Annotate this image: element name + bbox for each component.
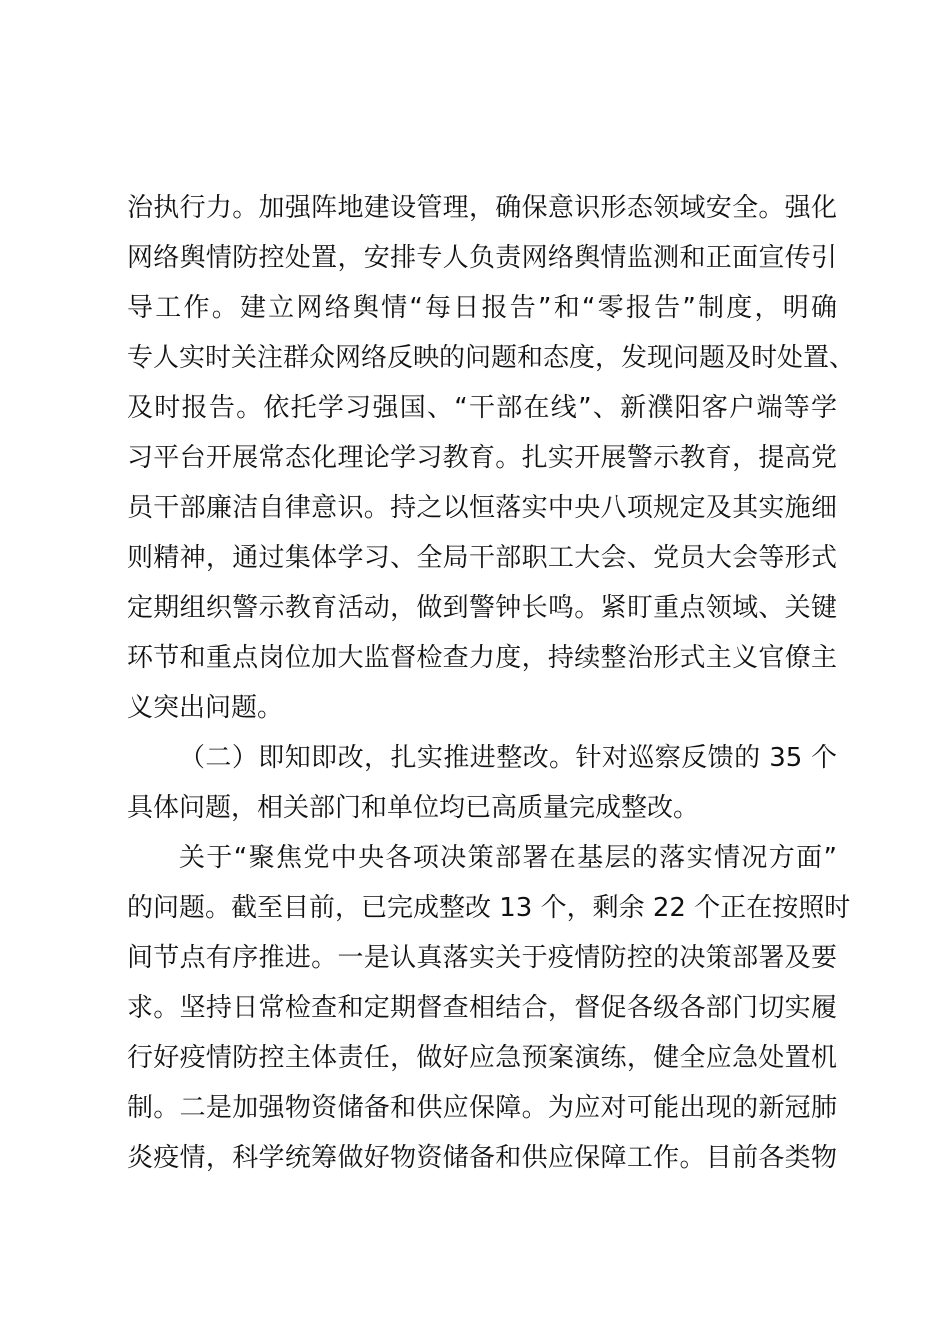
paragraph-3 (127, 833, 851, 1183)
paragraph-2 (127, 733, 837, 833)
paragraph-line: 具体问题，相关部门和单位均已高质量完成整改。 (127, 793, 700, 823)
paragraph-line: 求。坚持日常检查和定期督查相结合，督促各级各部门切实履 (127, 993, 837, 1023)
paragraph-line: 的问题。截至目前，已完成整改 13 个，剩余 22 个正在按照时 (127, 893, 851, 923)
paragraph-line: 治执行力。加强阵地建设管理，确保意识形态领域安全。强化 (127, 193, 837, 223)
paragraph-line: 导工作。建立网络舆情“每日报告”和“零报告”制度，明确 (127, 293, 837, 323)
paragraph-line: 定期组织警示教育活动，做到警钟长鸣。紧盯重点领域、关键 (127, 593, 837, 623)
paragraph-line: 间节点有序推进。一是认真落实关于疫情防控的决策部署及要 (127, 943, 837, 973)
paragraph-line: 义突出问题。 (127, 693, 284, 723)
paragraph-line: 及时报告。依托学习强国、“干部在线”、新濮阳客户端等学 (127, 393, 837, 423)
paragraph-line: 关于“聚焦党中央各项决策部署在基层的落实情况方面” (179, 843, 837, 873)
paragraph-line: 网络舆情防控处置，安排专人负责网络舆情监测和正面宣传引 (127, 243, 837, 273)
section-heading-line: （二）即知即改，扎实推进整改。针对巡察反馈的 35 个 (179, 743, 837, 773)
paragraph-1 (127, 183, 856, 733)
paragraph-line: 员干部廉洁自律意识。持之以恒落实中央八项规定及其实施细 (127, 493, 837, 523)
paragraph-line: 制。二是加强物资储备和供应保障。为应对可能出现的新冠肺 (127, 1093, 837, 1123)
paragraph-line: 炎疫情，科学统筹做好物资储备和供应保障工作。目前各类物 (127, 1143, 837, 1173)
paragraph-line: 则精神，通过集体学习、全局干部职工大会、党员大会等形式 (127, 543, 837, 573)
paragraph-line: 专人实时关注群众网络反映的问题和态度，发现问题及时处置、 (127, 343, 856, 373)
document-body (127, 183, 856, 1183)
paragraph-line: 行好疫情防控主体责任，做好应急预案演练，健全应急处置机 (127, 1043, 837, 1073)
paragraph-line: 习平台开展常态化理论学习教育。扎实开展警示教育，提高党 (127, 443, 837, 473)
paragraph-line: 环节和重点岗位加大监督检查力度，持续整治形式主义官僚主 (127, 643, 837, 673)
